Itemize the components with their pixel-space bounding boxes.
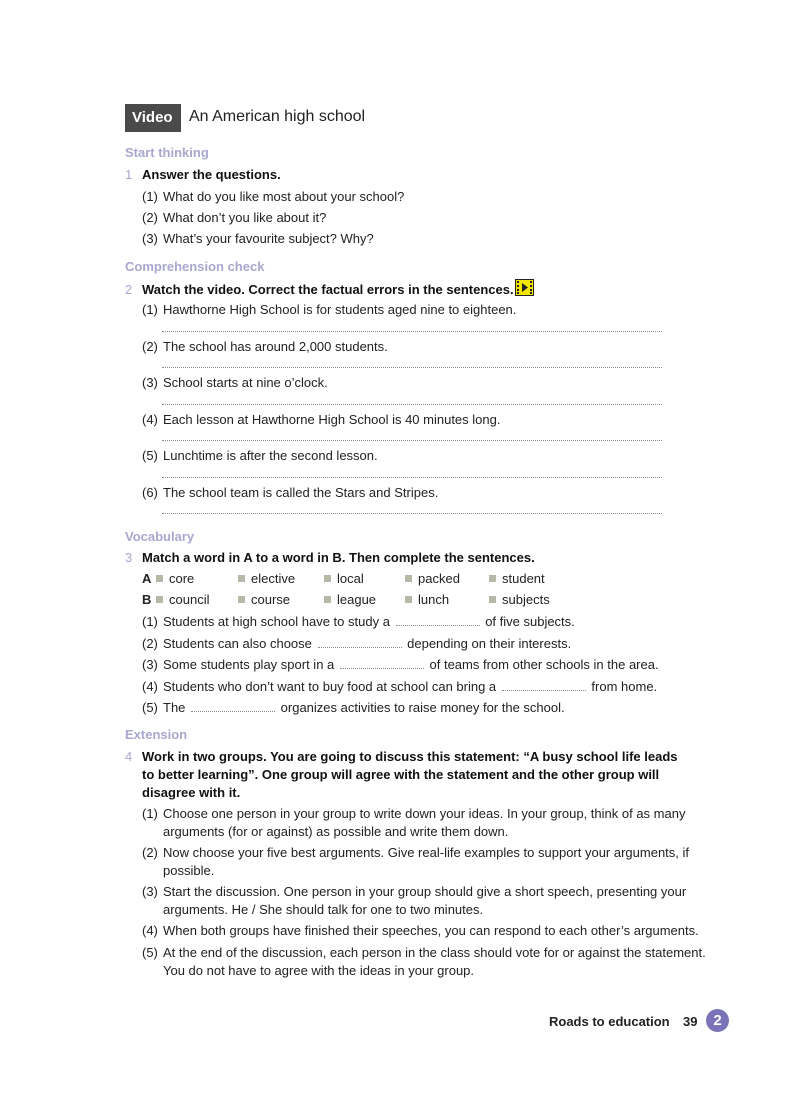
square-bullet-icon bbox=[238, 575, 245, 582]
section-heading-comprehension: Comprehension check bbox=[125, 259, 265, 274]
square-bullet-icon bbox=[156, 596, 163, 603]
list-item bbox=[142, 338, 388, 355]
item-text: Each lesson at Hawthorne High School is 40 minutes long. bbox=[163, 412, 501, 427]
answer-line[interactable] bbox=[162, 404, 662, 405]
list-item bbox=[142, 230, 374, 247]
word-option: subjects bbox=[489, 592, 550, 607]
list-item bbox=[142, 188, 404, 205]
question-instruction: Match a word in A to a word in B. Then complete the sentences. bbox=[142, 550, 535, 565]
answer-line[interactable] bbox=[162, 440, 662, 441]
square-bullet-icon bbox=[489, 596, 496, 603]
page-number: 39 bbox=[683, 1014, 698, 1029]
row-label: B bbox=[142, 592, 152, 607]
sentence: (5) The organizes activities to raise money for the school. bbox=[142, 700, 565, 715]
list-item: (2) Now choose your five best arguments. Give real-life examples to support your arguments, if possible. bbox=[142, 845, 690, 878]
item-text: School starts at nine o’clock. bbox=[163, 375, 328, 390]
question-instruction: Answer the questions. bbox=[142, 167, 281, 182]
word-option: council bbox=[156, 592, 209, 607]
page-title: An American high school bbox=[189, 108, 366, 125]
list-item: (3) Start the discussion. One person in your group should give a short speech, presenting your arguments. He / She should talk for one to two minutes. bbox=[142, 884, 687, 917]
chapter-badge: 2 bbox=[706, 1009, 729, 1032]
item-text: What don’t you like about it? bbox=[163, 210, 327, 225]
sentence: (1) Students at high school have to study a of five subjects. bbox=[142, 614, 575, 629]
answer-line[interactable] bbox=[162, 331, 662, 332]
item-number: (3) bbox=[142, 231, 158, 246]
section-heading-vocabulary: Vocabulary bbox=[125, 529, 195, 544]
answer-line[interactable] bbox=[162, 367, 662, 368]
item-number: (1) bbox=[142, 189, 158, 204]
item-text: Lunchtime is after the second lesson. bbox=[163, 448, 378, 463]
list-item bbox=[142, 411, 500, 428]
question-instruction: Work in two groups. You are going to discuss this statement: “A busy school life leads to better learning”. One group will agree with the statement and the other group will disagree with it. bbox=[142, 749, 678, 800]
item-text: Hawthorne High School is for students aged nine to eighteen. bbox=[163, 302, 517, 317]
question-number: 3 bbox=[125, 550, 133, 565]
square-bullet-icon bbox=[324, 575, 331, 582]
sentence: (3) Some students play sport in a of teams from other schools in the area. bbox=[142, 657, 659, 672]
list-item bbox=[142, 374, 328, 391]
section-heading-start-thinking: Start thinking bbox=[125, 145, 209, 160]
blank-field[interactable] bbox=[191, 699, 275, 712]
word-option: lunch bbox=[405, 592, 449, 607]
list-item bbox=[142, 209, 326, 226]
item-number: (2) bbox=[142, 210, 158, 225]
list-item bbox=[142, 484, 438, 501]
question-number: 1 bbox=[125, 167, 133, 182]
item-number: (3) bbox=[142, 375, 158, 390]
word-option: student bbox=[489, 571, 545, 586]
square-bullet-icon bbox=[156, 575, 163, 582]
word-option: core bbox=[156, 571, 194, 586]
list-item: (4) When both groups have finished their speeches, you can respond to each other’s arguments. bbox=[142, 923, 699, 938]
square-bullet-icon bbox=[238, 596, 245, 603]
list-item: (5) At the end of the discussion, each person in the class should vote for or against the statement. You do not have to agree with the ideas in your group. bbox=[142, 945, 706, 978]
answer-line[interactable] bbox=[162, 513, 662, 514]
square-bullet-icon bbox=[405, 596, 412, 603]
word-option: local bbox=[324, 571, 364, 586]
answer-line[interactable] bbox=[162, 477, 662, 478]
question-number: 2 bbox=[125, 282, 133, 297]
word-option: league bbox=[324, 592, 376, 607]
square-bullet-icon bbox=[324, 596, 331, 603]
item-number: (1) bbox=[142, 302, 158, 317]
square-bullet-icon bbox=[405, 575, 412, 582]
list-item: (1) Choose one person in your group to write down your ideas. In your group, think of as many arguments (for or against) as possible and write them down. bbox=[142, 806, 686, 839]
word-option: course bbox=[238, 592, 290, 607]
sentence: (2) Students can also choose depending on their interests. bbox=[142, 636, 572, 651]
blank-field[interactable] bbox=[396, 613, 480, 626]
film-icon bbox=[515, 279, 534, 296]
word-option: packed bbox=[405, 571, 460, 586]
unit-title: Roads to education bbox=[549, 1014, 670, 1029]
list-item bbox=[142, 301, 516, 318]
video-badge: Video bbox=[125, 104, 181, 132]
item-text: The school has around 2,000 students. bbox=[163, 339, 388, 354]
item-text: The school team is called the Stars and Stripes. bbox=[163, 485, 439, 500]
question-number: 4 bbox=[125, 749, 133, 764]
item-text: What do you like most about your school? bbox=[163, 189, 405, 204]
word-option: elective bbox=[238, 571, 295, 586]
list-item bbox=[142, 447, 378, 464]
item-number: (2) bbox=[142, 339, 158, 354]
item-number: (4) bbox=[142, 412, 158, 427]
item-number: (5) bbox=[142, 448, 158, 463]
blank-field[interactable] bbox=[318, 635, 402, 648]
blank-field[interactable] bbox=[340, 656, 424, 669]
item-text: What’s your favourite subject? Why? bbox=[163, 231, 374, 246]
section-heading-extension: Extension bbox=[125, 727, 188, 742]
sentence: (4) Students who don’t want to buy food at school can bring a from home. bbox=[142, 679, 658, 694]
question-instruction: Watch the video. Correct the factual errors in the sentences. bbox=[142, 282, 514, 297]
row-label: A bbox=[142, 571, 152, 586]
word-row-b bbox=[142, 592, 562, 609]
blank-field[interactable] bbox=[502, 678, 586, 691]
square-bullet-icon bbox=[489, 575, 496, 582]
item-number: (6) bbox=[142, 485, 158, 500]
word-row-a bbox=[142, 571, 562, 588]
